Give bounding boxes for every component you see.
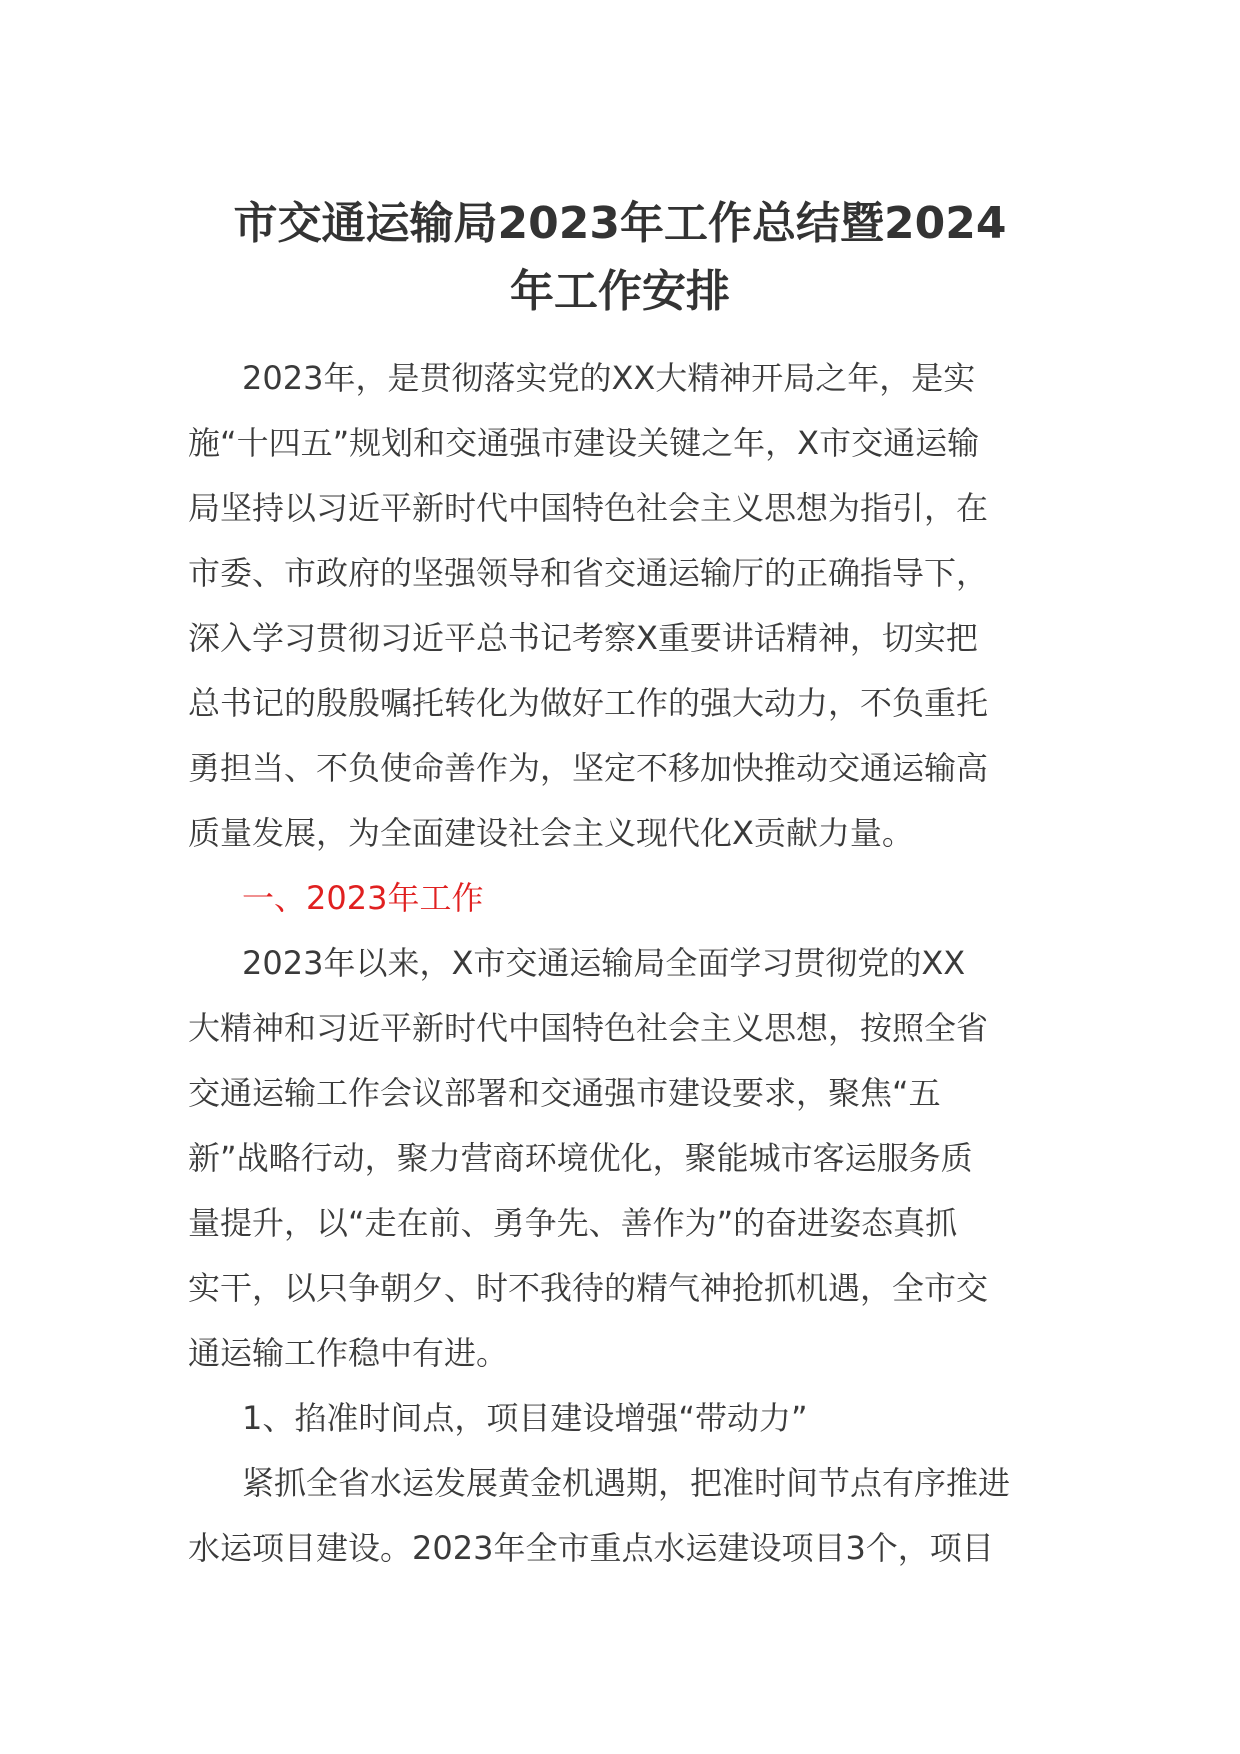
paragraph-3-line-2: 水运项目建设。2023年全市重点水运建设项目3个，项目 xyxy=(188,1529,994,1567)
paragraph-1-line-2: 施“十四五”规划和交通强市建设关键之年，X市交通运输 xyxy=(188,424,980,462)
paragraph-1-line-4: 市委、市政府的坚强领导和省交通运输厅的正确指导下， xyxy=(188,554,989,592)
title-line-2: 年工作安排 xyxy=(510,266,730,317)
document-title xyxy=(150,190,1090,326)
paragraph-1-line-8: 质量发展，为全面建设社会主义现代化X贡献力量。 xyxy=(188,814,914,852)
paragraph-2-line-4: 新”战略行动，聚力营商环境优化，聚能城市客运服务质 xyxy=(188,1139,973,1177)
paragraph-2-line-5: 量提升，以“走在前、勇争先、善作为”的奋进姿态真抓 xyxy=(188,1204,958,1242)
paragraph-2-line-6: 实干，以只争朝夕、时不我待的精气神抢抓机遇，全市交 xyxy=(188,1269,989,1307)
paragraph-1-line-5: 深入学习贯彻习近平总书记考察X重要讲话精神，切实把 xyxy=(188,619,978,657)
subheading-1: 1、掐准时间点，项目建设增强“带动力” xyxy=(242,1399,808,1437)
paragraph-3-line-1: 紧抓全省水运发展黄金机遇期，把准时间节点有序推进 xyxy=(242,1464,1011,1502)
title-line-1: 市交通运输局2023年工作总结暨2024 xyxy=(233,198,1007,249)
paragraph-1-line-1: 2023年，是贯彻落实党的XX大精神开局之年，是实 xyxy=(242,359,976,397)
paragraph-1-line-3: 局坚持以习近平新时代中国特色社会主义思想为指引，在 xyxy=(188,489,989,527)
section-heading-2023-work: 一、2023年工作 xyxy=(242,879,484,917)
paragraph-2-line-2: 大精神和习近平新时代中国特色社会主义思想，按照全省 xyxy=(188,1009,989,1047)
paragraph-2-line-3: 交通运输工作会议部署和交通强市建设要求，聚焦“五 xyxy=(188,1074,941,1112)
paragraph-2-line-1: 2023年以来，X市交通运输局全面学习贯彻党的XX xyxy=(242,944,966,982)
paragraph-2-line-7: 通运输工作稳中有进。 xyxy=(188,1334,509,1372)
paragraph-1-line-6: 总书记的殷殷嘱托转化为做好工作的强大动力，不负重托 xyxy=(188,684,989,722)
paragraph-1-line-7: 勇担当、不负使命善作为，坚定不移加快推动交通运输高 xyxy=(188,749,989,787)
